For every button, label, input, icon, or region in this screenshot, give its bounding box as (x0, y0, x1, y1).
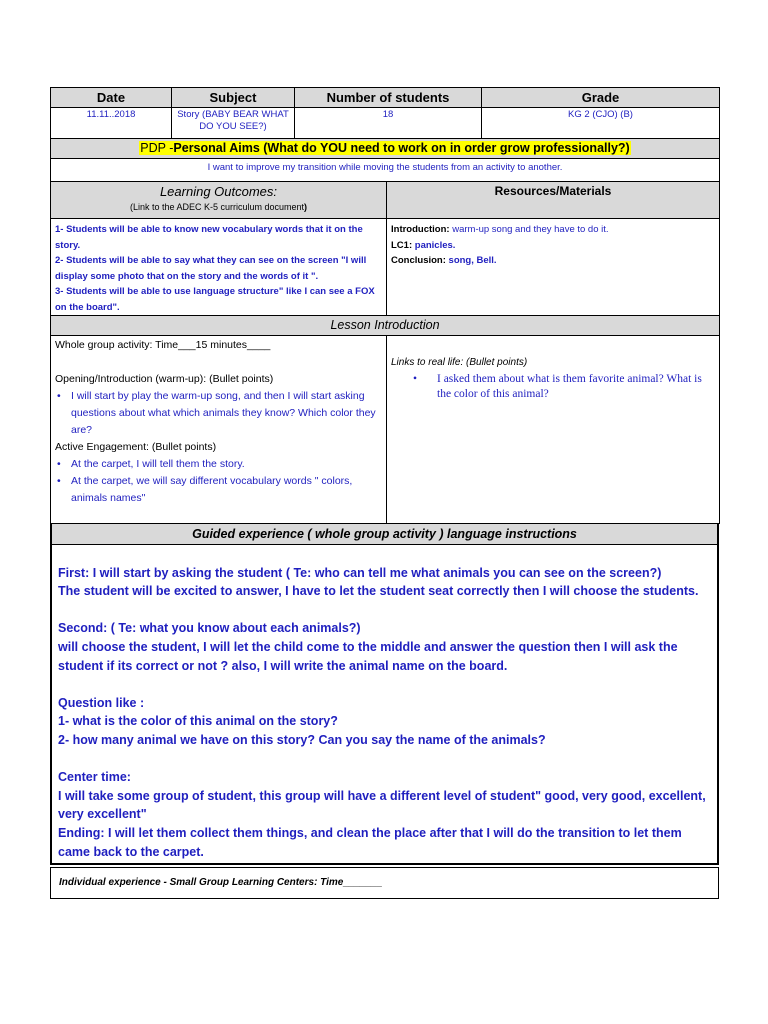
lesson-intro-right (387, 336, 720, 524)
opening-bullet (55, 388, 382, 439)
opening-label: Opening/Introduction (warm-up): (Bullet points) (55, 373, 274, 385)
guided-line: Center time: (58, 770, 131, 785)
resources-title: Resources/Materials (494, 184, 612, 198)
resource-value: song, Bell. (448, 255, 497, 266)
resource-item (391, 222, 715, 238)
individual-experience-table (50, 867, 719, 899)
guided-body-row (51, 545, 718, 865)
date-value: 11.11..2018 (51, 108, 172, 139)
pdp-aim-text: I want to improve my transition while moving the students from an activity to another. (51, 159, 720, 182)
subtitle-prefix: (Link to the ADEC K-5 curriculum document (129, 202, 305, 212)
links-to-real-life-label: Links to real life: (Bullet points) (391, 357, 528, 368)
outcomes-table (50, 181, 720, 524)
guided-experience-body (51, 545, 718, 865)
pdp-aim-row (51, 159, 720, 182)
guided-line: will choose the student, I will let the child come to the middle and answer the question then I will ask the student if its correct or not ? also, I will write the animal name on the board. (58, 639, 678, 673)
guided-header-row (51, 524, 718, 545)
individual-experience-text: Individual experience - Small Group Learning Centers: Time_______ (51, 868, 719, 899)
lesson-info-row (51, 108, 720, 139)
pdp-heading-prefix: PDP - (140, 141, 174, 155)
subtitle-suffix: ) (304, 202, 308, 212)
students-header: Number of students (295, 88, 482, 108)
engagement-bullet-text: At the carpet, we will say different vocabulary words " colors, animals names" (71, 475, 353, 504)
resources-header (387, 182, 720, 219)
lesson-info-header-row (51, 88, 720, 108)
grade-header: Grade (482, 88, 720, 108)
lesson-intro-title: Lesson Introduction (51, 316, 720, 336)
guided-experience-title: Guided experience ( whole group activity ) language instructions (51, 524, 718, 545)
resource-item (391, 253, 715, 269)
bullet-dot-icon: • (57, 390, 61, 402)
resource-label: Conclusion: (391, 255, 446, 266)
guided-line: First: I will start by asking the student ( Te: who can tell me what animals you can see on the screen?) (58, 565, 662, 580)
resources-list (387, 219, 720, 316)
lesson-plan-page (50, 87, 719, 899)
outcome-item: 1- Students will be able to know new vocabulary words that it on the story. (55, 224, 363, 251)
learning-outcomes-list (51, 219, 387, 316)
guided-line: I will take some group of student, this group will have a different level of student" good, very good, excellent, very excellent" (58, 788, 706, 822)
pdp-heading (139, 141, 630, 155)
pdp-heading-cell (51, 139, 720, 159)
individual-experience-row (51, 868, 719, 899)
outcomes-header-row (51, 182, 720, 219)
grade-value: KG 2 (CJO) (B) (482, 108, 720, 139)
guided-line: 2- how many animal we have on this story? Can you say the name of the animals? (58, 732, 546, 747)
subject-header: Subject (172, 88, 295, 108)
resource-value: panicles. (414, 239, 456, 251)
bullet-dot-icon: • (57, 475, 61, 487)
engagement-bullet (55, 473, 382, 507)
resource-value: warm-up song and they have to do it. (452, 224, 609, 235)
bullet-dot-icon: • (413, 373, 418, 385)
outcomes-body-row (51, 219, 720, 316)
whole-group-time: Whole group activity: Time___15 minutes____ (55, 339, 271, 351)
guided-line: Question like : (58, 695, 145, 710)
learning-outcomes-subtitle (51, 201, 386, 214)
subject-value: Story (BABY BEAR WHAT DO YOU SEE?) (172, 108, 295, 139)
outcome-item: 3- Students will be able to use language structure" like I can see a FOX on the board". (55, 286, 375, 313)
lesson-info-table (50, 87, 720, 182)
resource-label: LC1: (391, 239, 413, 251)
bullet-dot-icon: • (57, 458, 61, 470)
engagement-label: Active Engagement: (Bullet points) (55, 441, 217, 453)
engagement-bullet (55, 456, 382, 473)
pdp-heading-main: Personal Aims (What do YOU need to work on in order grow professionally?) (173, 141, 630, 155)
guided-experience-table (50, 523, 719, 865)
guided-line: 1- what is the color of this animal on the story? (58, 714, 338, 729)
lesson-intro-body-row (51, 336, 720, 524)
students-value: 18 (295, 108, 482, 139)
resource-item (391, 238, 715, 254)
links-bullet (391, 372, 715, 402)
lesson-intro-left (51, 336, 387, 524)
resource-label: Introduction: (391, 224, 450, 235)
guided-line: The student will be excited to answer, I have to let the student seat correctly then I will choose the students. (58, 584, 699, 599)
lesson-intro-header-row (51, 316, 720, 336)
guided-line: Ending: I will let them collect them things, and clean the place after that I will do the transition to let them came back to the carpet. (58, 825, 682, 859)
pdp-row (51, 139, 720, 159)
engagement-bullet-text: At the carpet, I will tell them the story. (71, 458, 245, 470)
date-header: Date (51, 88, 172, 108)
guided-line: Second: ( Te: what you know about each animals?) (58, 621, 361, 636)
links-bullet-text: I asked them about what is them favorite animal? What is the color of this animal? (437, 373, 702, 400)
opening-bullet-text: I will start by play the warm-up song, and then I will start asking questions about what which animals they know? Which color they are? (71, 390, 376, 436)
learning-outcomes-header (51, 182, 387, 219)
learning-outcomes-title: Learning Outcomes: (159, 184, 278, 199)
outcome-item: 2- Students will be able to say what they can see on the screen "I will display some photo that on the story and the words of it ". (55, 255, 367, 282)
